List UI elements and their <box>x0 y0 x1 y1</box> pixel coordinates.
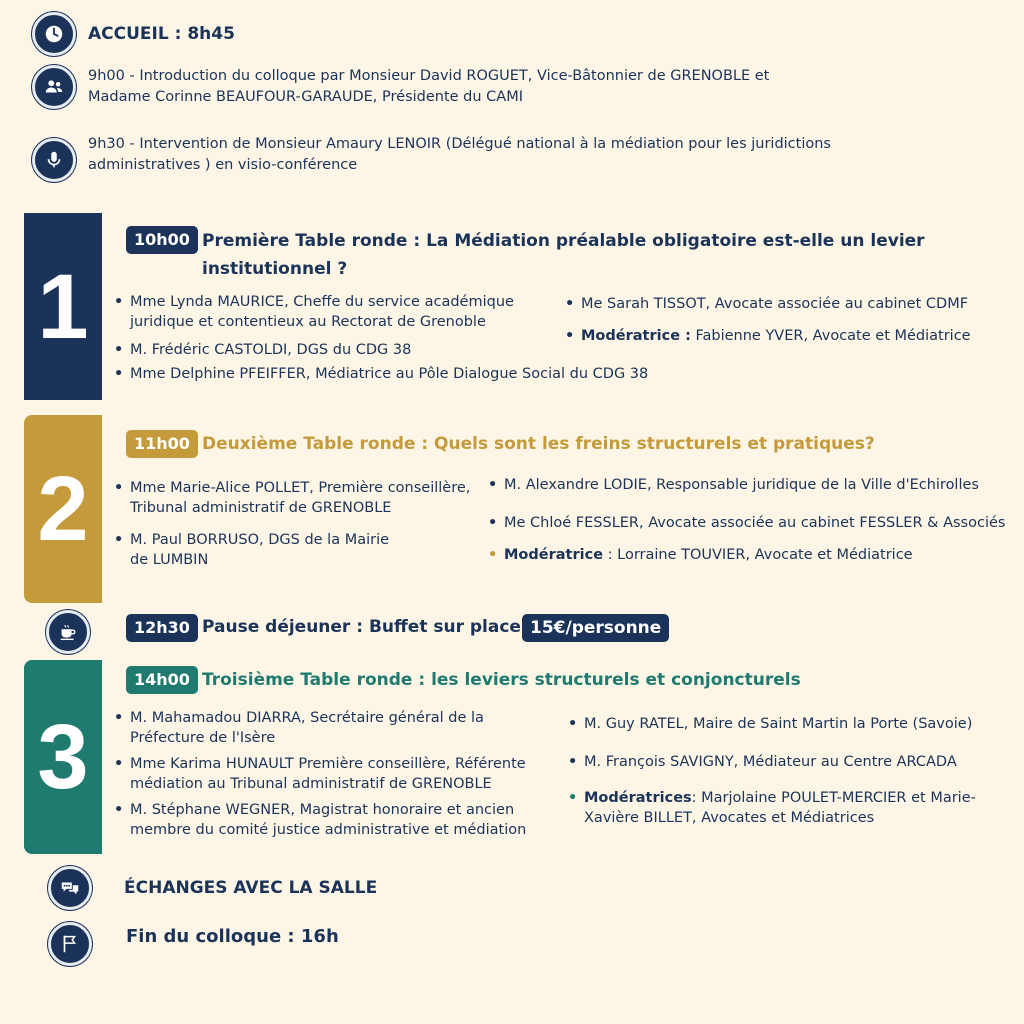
chat-bubbles-icon <box>48 866 92 910</box>
round-3-left-list <box>114 708 554 850</box>
round-3-time: 14h00 <box>126 666 198 694</box>
round-1-right-list <box>565 294 1005 356</box>
round-1-time: 10h00 <box>126 226 198 254</box>
list-item: • Mme Delphine PFEIFFER, Médiatrice au Pôle Dialogue Social du CDG 38 <box>114 364 674 384</box>
round-1-number-block: 1 <box>24 213 102 400</box>
list-item: • M. Mahamadou DIARRA, Secrétaire général de la Préfecture de l'Isère <box>114 708 554 748</box>
lunch-time: 12h30 <box>126 614 198 642</box>
lunch-text: Pause déjeuner : Buffet sur place <box>202 617 521 637</box>
list-item: • Mme Lynda MAURICE, Cheffe du service académique juridique et contentieux au Rectorat de Grenoble <box>114 292 674 332</box>
round-3-title: Troisième Table ronde : les leviers structurels et conjoncturels <box>202 670 801 690</box>
intro-line-1: 9h00 - Introduction du colloque par Monsieur David ROGUET, Vice-Bâtonnier de GRENOBLE et <box>88 68 770 84</box>
intro-line-2: Madame Corinne BEAUFOUR-GARAUDE, Présidente du CAMI <box>88 89 524 105</box>
clock-icon <box>32 12 76 56</box>
round-3-number-block: 3 <box>24 660 102 854</box>
intro-text <box>88 66 868 108</box>
list-item: • M. Guy RATEL, Maire de Saint Martin la Porte (Savoie) <box>568 714 1008 734</box>
echanges-heading: ÉCHANGES AVEC LA SALLE <box>124 878 378 898</box>
moderator-label: Modératrice <box>504 547 604 563</box>
moderator-label: Modératrice : <box>581 328 691 344</box>
list-item: • M. Paul BORRUSO, DGS de la Mairie de LUMBIN <box>114 530 484 570</box>
list-item: • M. François SAVIGNY, Médiateur au Centre ARCADA <box>568 752 1008 772</box>
people-icon <box>32 65 76 109</box>
round-2-right-list <box>488 475 1018 575</box>
flag-icon <box>48 922 92 966</box>
microphone-icon <box>32 138 76 182</box>
round-1-title-line-1: Première Table ronde : La Médiation préalable obligatoire est-elle un levier <box>202 231 925 251</box>
list-item: • Mme Marie-Alice POLLET, Première conseillère, Tribunal administratif de GRENOBLE <box>114 478 484 518</box>
accueil-heading: ACCUEIL : 8h45 <box>88 24 235 44</box>
round-2-title: Deuxième Table ronde : Quels sont les freins structurels et pratiques? <box>202 434 875 454</box>
round-2-time: 11h00 <box>126 430 198 458</box>
list-item: • M. Frédéric CASTOLDI, DGS du CDG 38 <box>114 340 674 360</box>
intervention-line-2: administratives ) en visio-conférence <box>88 157 358 173</box>
round-2-number-block: 2 <box>24 415 102 603</box>
list-item: • Mme Karima HUNAULT Première conseillère, Référente médiation au Tribunal administratif de GRENOBLE <box>114 754 554 794</box>
intervention-text <box>88 134 878 176</box>
list-item: • Modératrices: Marjolaine POULET-MERCIER et Marie- Xavière BILLET, Avocates et Médiatrices <box>568 788 1008 828</box>
list-item: • Me Sarah TISSOT, Avocate associée au cabinet CDMF <box>565 294 1005 314</box>
lunch-price: 15€/personne <box>522 614 669 642</box>
round-2-left-list <box>114 478 484 580</box>
fin-heading: Fin du colloque : 16h <box>126 926 339 947</box>
list-item: • Me Chloé FESSLER, Avocate associée au cabinet FESSLER & Associés <box>488 513 1018 533</box>
moderator-label: Modératrices <box>584 790 692 806</box>
list-item: • Modératrice : Lorraine TOUVIER, Avocate et Médiatrice <box>488 545 1018 565</box>
list-item: • M. Stéphane WEGNER, Magistrat honoraire et ancien membre du comité justice administrative et médiation <box>114 800 554 840</box>
round-1-title-line-2: institutionnel ? <box>202 259 348 279</box>
intervention-line-1: 9h30 - Intervention de Monsieur Amaury LENOIR (Délégué national à la médiation pour les juridictions <box>88 136 831 152</box>
round-1-title <box>202 227 932 283</box>
round-3-right-list <box>568 714 1008 838</box>
list-item: • M. Alexandre LODIE, Responsable juridique de la Ville d'Echirolles <box>488 475 1018 495</box>
coffee-cup-icon <box>46 610 90 654</box>
list-item: • Modératrice : Fabienne YVER, Avocate et Médiatrice <box>565 326 1005 346</box>
